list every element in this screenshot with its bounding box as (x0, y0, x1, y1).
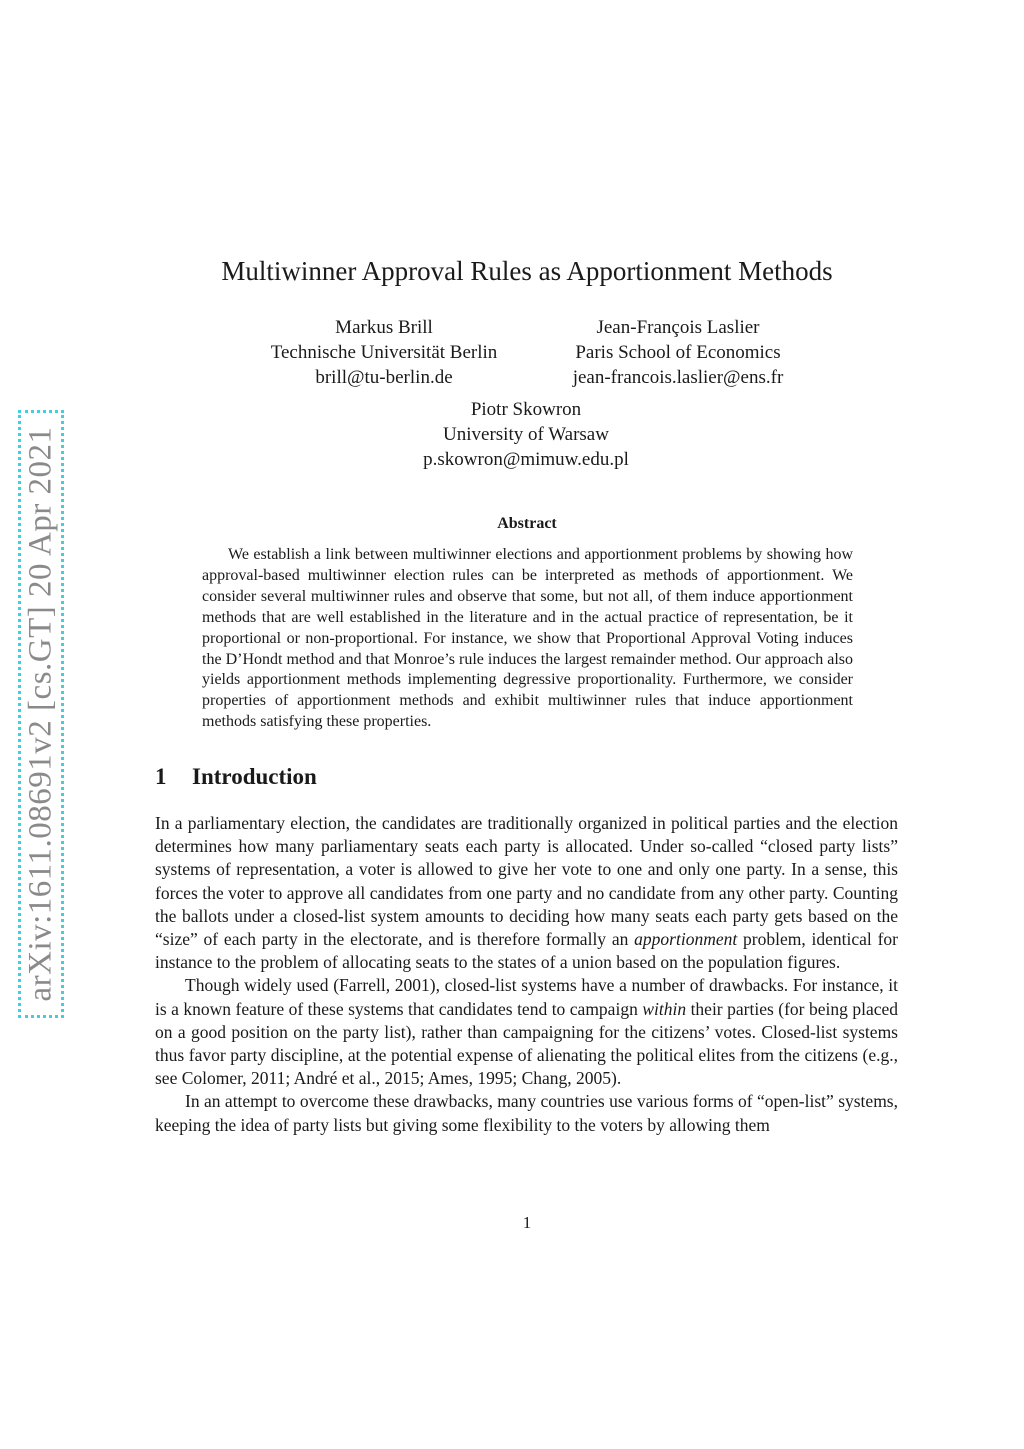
author-affiliation: University of Warsaw (443, 424, 609, 445)
author-email: p.skowron@mimuw.edu.pl (423, 449, 629, 470)
author-name: Jean-François Laslier (596, 317, 760, 338)
author-name: Piotr Skowron (470, 399, 582, 420)
author-email: jean-francois.laslier@ens.fr (572, 367, 784, 388)
paragraph: In an attempt to overcome these drawbacks, many countries use various forms of “open-list” systems, keeping the idea of party lists but giving some flexibility to the voters by allowing them (155, 1091, 898, 1135)
author-block (376, 397, 676, 472)
paragraph: In a parliamentary election, the candidates are traditionally organized in political parties and the election determines how many parliamentary seats each party is allocated. Under so-called “closed party lists” systems of representation, a voter is allowed to give her vote to one and only one party. In a sense, this forces the voter to approve all candidates from one party and no candidate from any other party. Counting the ballots under a closed-list system amounts to deciding how many seats each party gets based on the “size” of each party in the electorate, and is therefore formally an apportionment problem, identical for instance to the problem of allocating seats to the states of a union based on the population figures. (155, 813, 898, 973)
author-block (528, 315, 828, 390)
emphasis: apportionment (634, 929, 738, 950)
author-affiliation: Technische Universität Berlin (270, 342, 498, 363)
section-number: 1 (155, 764, 167, 789)
arxiv-stamp (18, 410, 64, 1018)
section-heading (155, 764, 317, 790)
author-affiliation: Paris School of Economics (575, 342, 781, 363)
page-number: 1 (522, 1213, 532, 1232)
author-block (234, 315, 534, 390)
paragraph: Though widely used (Farrell, 2001), closed-list systems have a number of drawbacks. For instance, it is a known feature of these systems that candidates tend to campaign within their parties (for being placed on a good position on the party list), rather than campaigning for the citizens’ votes. Closed-list systems thus favor party discipline, at the potential expense of alienating the political elites from the citizens (e.g., see Colomer, 2011; André et al., 2015; Ames, 1995; Chang, 2005). (155, 975, 899, 1089)
author-name: Markus Brill (335, 317, 433, 338)
arxiv-identifier: arXiv:1611.08691v2 [cs.GT] 20 Apr 2021 (22, 426, 59, 1002)
author-email: brill@tu-berlin.de (315, 367, 453, 388)
paper-title: Multiwinner Approval Rules as Apportionment Methods (221, 256, 833, 286)
section-title: Introduction (192, 764, 317, 789)
abstract-text: We establish a link between multiwinner elections and apportionment problems by showing how approval-based multiwinner election rules can be interpreted as methods of apportionment. We consider several multiwinner rules and observe that some, but not all, of them induce apportionment methods that are well established in the literature and in the actual practice of representation, be it proportional or non-proportional. For instance, we show that Proportional Approval Voting induces the D’Hondt method and that Monroe’s rule induces the largest remainder method. Our approach also yields apportionment methods implementing degressive proportionality. Furthermore, we consider properties of apportionment methods and exhibit multiwinner rules that induce apportionment methods satisfying these properties. (202, 546, 853, 731)
section-body (155, 812, 898, 1137)
abstract-heading: Abstract (497, 515, 557, 532)
emphasis: within (642, 998, 687, 1019)
